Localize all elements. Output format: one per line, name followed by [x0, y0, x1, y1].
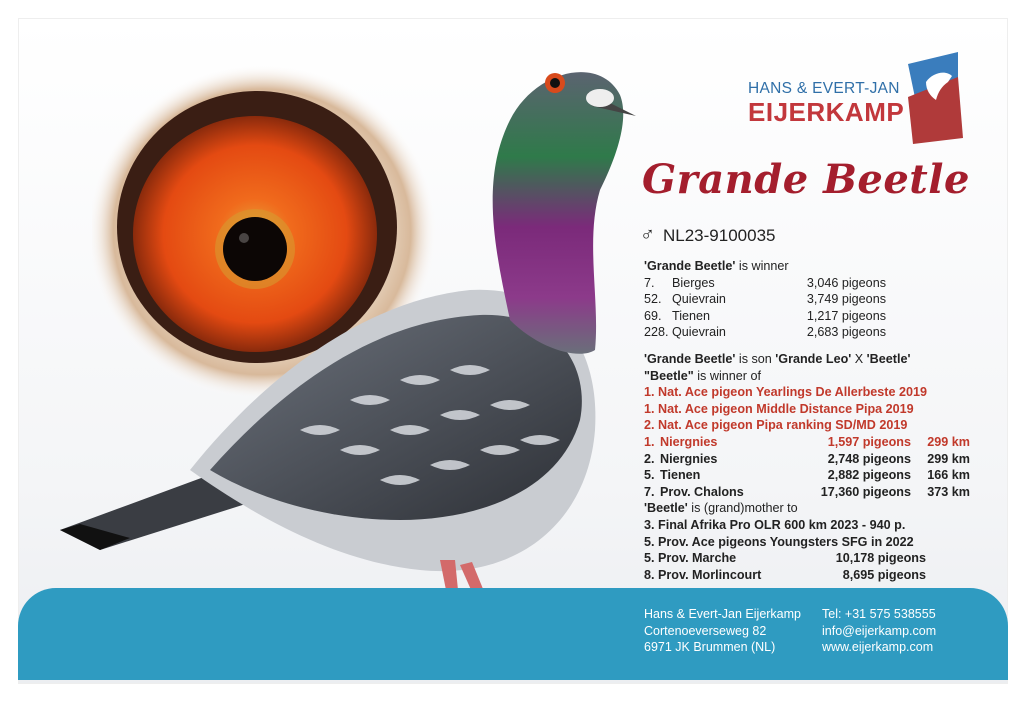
result-row: 7. Prov. Chalons 17,360 pigeons 373 km — [644, 484, 970, 499]
offspring-item: 5. Prov. Marche 10,178 pigeons — [644, 551, 926, 566]
offspring-item: 5. Prov. Ace pigeons Youngsters SFG in 2022 — [644, 534, 914, 549]
brand-pigeon-icon — [908, 52, 968, 144]
footer-email[interactable]: info@eijerkamp.com — [822, 623, 937, 638]
list-item: 69. Tienen 1,217 pigeons — [644, 308, 886, 323]
footer-street: Cortenoeverseweg 82 — [644, 623, 767, 638]
list-item: 52. Quievrain 3,749 pigeons — [644, 292, 886, 307]
title-item: 1. Nat. Ace pigeon Yearlings De Allerbeste 2019 — [644, 385, 928, 400]
pedigree-info — [644, 258, 984, 584]
result-row: 1. Niergnies 1,597 pigeons 299 km — [644, 434, 970, 449]
footer-company: Hans & Evert-Jan Eijerkamp — [644, 607, 802, 621]
footer-website[interactable]: www.eijerkamp.com — [822, 640, 934, 654]
ring-number: NL23-9100035 — [663, 226, 776, 245]
result-row: 5. Tienen 2,882 pigeons 166 km — [644, 468, 970, 483]
list-item: 228. Quievrain 2,683 pigeons — [644, 325, 886, 340]
list-item: 7. Bierges 3,046 pigeons — [644, 275, 886, 290]
title-item: 2. Nat. Ace pigeon Pipa ranking SD/MD 2019 — [644, 418, 908, 433]
parentage-line: 'Grande Beetle' is son 'Grande Leo' X 'Beetle' — [644, 351, 911, 366]
offspring-item: 3. Final Afrika Pro OLR 600 km 2023 - 940 p. — [644, 517, 906, 532]
ring-number-line — [640, 224, 775, 247]
result-row: 2. Niergnies 2,748 pigeons 299 km — [644, 451, 970, 466]
brand-line1: HANS & EVERT-JAN — [748, 80, 900, 97]
pigeon-name-title: Grande Beetle — [642, 156, 970, 203]
brand-line2: EIJERKAMP — [748, 97, 905, 127]
footer-contact — [822, 606, 936, 656]
wins-intro: 'Grande Beetle' is winner — [644, 259, 789, 273]
male-symbol-icon: ♂ — [640, 224, 655, 246]
footer-city: 6971 JK Brummen (NL) — [644, 640, 776, 654]
offspring-item: 8. Prov. Morlincourt 8,695 pigeons — [644, 567, 926, 582]
mother-intro: "Beetle" is winner of — [644, 368, 761, 383]
title-item: 1. Nat. Ace pigeon Middle Distance Pipa 2019 — [644, 401, 914, 416]
brand-logo — [748, 52, 968, 142]
footer-phone: Tel: +31 575 538555 — [822, 607, 936, 621]
pigeon-photo — [40, 50, 680, 650]
footer-address — [644, 606, 801, 656]
grandmother-intro: 'Beetle' is (grand)mother to — [644, 501, 798, 516]
